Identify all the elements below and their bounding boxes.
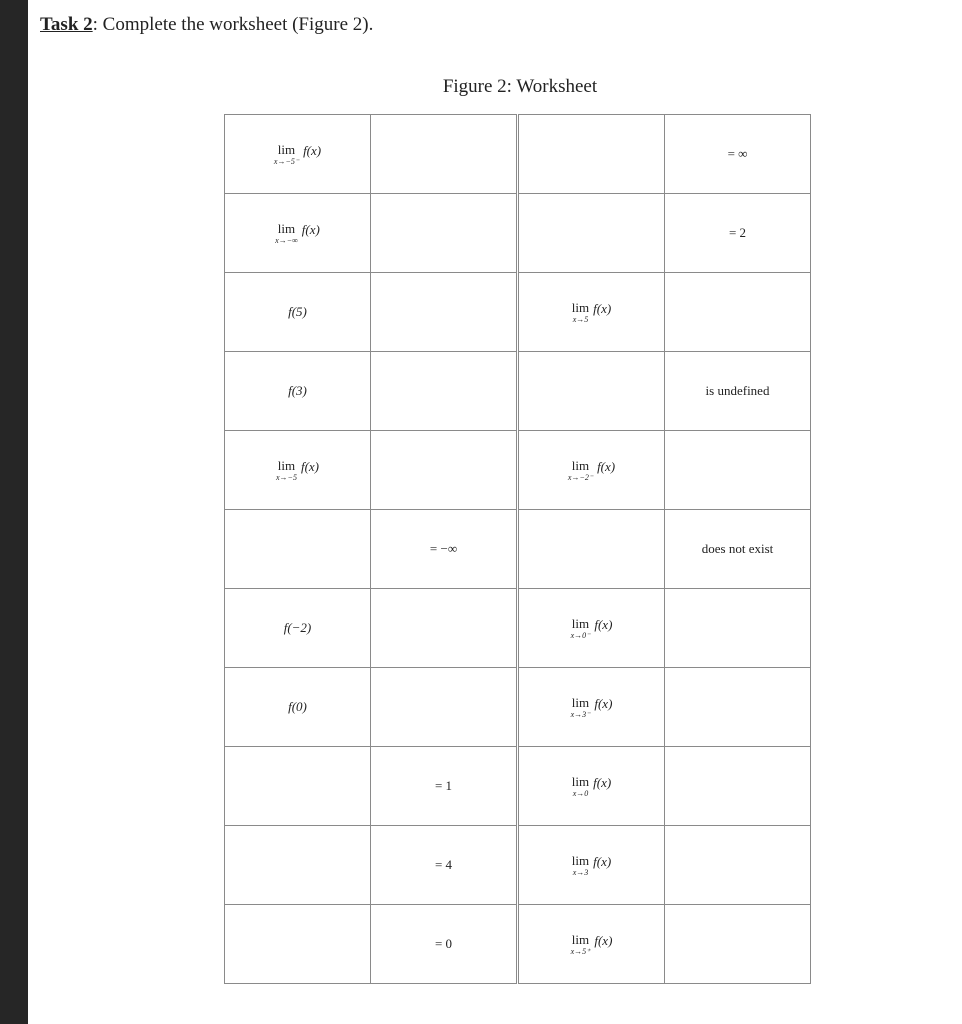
function-value: f(3) <box>288 383 307 398</box>
limit-subscript: x→−2⁻ <box>567 473 594 482</box>
table-row <box>225 431 811 510</box>
function-expression: f(x) <box>597 459 616 474</box>
cell-text: = 4 <box>434 857 453 872</box>
lim-word: lim <box>571 695 590 710</box>
limit-expression <box>572 775 611 798</box>
worksheet-cell[interactable] <box>665 431 811 510</box>
function-expression: f(x) <box>593 775 612 790</box>
worksheet-cell[interactable] <box>371 905 518 984</box>
cell-text: = 1 <box>434 778 453 793</box>
limit-expression <box>276 459 319 482</box>
table-row <box>225 115 811 194</box>
function-value: f(−2) <box>283 620 312 635</box>
limit-expression <box>572 854 611 877</box>
limit-subscript: x→0 <box>572 789 589 798</box>
limit-operator <box>275 222 298 245</box>
worksheet-cell[interactable] <box>225 668 371 747</box>
limit-subscript: x→0⁻ <box>570 631 591 640</box>
limit-expression <box>571 933 613 956</box>
worksheet-cell[interactable] <box>225 747 371 826</box>
worksheet-table <box>224 114 811 984</box>
table-row <box>225 194 811 273</box>
limit-subscript: x→−∞ <box>275 236 298 245</box>
limit-expression <box>571 696 613 719</box>
limit-operator <box>571 617 591 640</box>
worksheet-cell[interactable] <box>518 589 665 668</box>
limit-expression <box>571 617 613 640</box>
worksheet-cell[interactable] <box>518 747 665 826</box>
task-label: Task 2 <box>40 14 93 35</box>
worksheet-cell[interactable] <box>518 273 665 352</box>
worksheet-cell[interactable] <box>371 431 518 510</box>
limit-subscript: x→3 <box>572 868 589 877</box>
limit-operator <box>572 775 589 798</box>
function-expression: f(x) <box>594 696 613 711</box>
worksheet-cell[interactable] <box>371 747 518 826</box>
worksheet-cell[interactable] <box>518 194 665 273</box>
worksheet-cell[interactable] <box>225 510 371 589</box>
worksheet-cell[interactable] <box>518 431 665 510</box>
worksheet-cell[interactable] <box>371 115 518 194</box>
lim-word: lim <box>571 300 590 315</box>
limit-operator <box>568 459 593 482</box>
limit-subscript: x→5⁺ <box>570 947 591 956</box>
worksheet-cell[interactable] <box>371 826 518 905</box>
limit-expression <box>274 143 321 166</box>
worksheet-cell[interactable] <box>225 905 371 984</box>
worksheet-cell[interactable] <box>665 826 811 905</box>
worksheet-cell[interactable] <box>225 352 371 431</box>
function-value: f(0) <box>288 699 307 714</box>
function-expression: f(x) <box>301 222 320 237</box>
worksheet-cell[interactable] <box>371 510 518 589</box>
limit-operator <box>276 459 297 482</box>
function-expression: f(x) <box>594 933 613 948</box>
function-expression: f(x) <box>300 459 319 474</box>
worksheet-cell[interactable] <box>518 905 665 984</box>
worksheet-cell[interactable] <box>518 510 665 589</box>
limit-expression <box>572 301 611 324</box>
worksheet-cell[interactable] <box>665 668 811 747</box>
function-expression: f(x) <box>594 617 613 632</box>
limit-expression <box>275 222 320 245</box>
worksheet-cell[interactable] <box>225 431 371 510</box>
worksheet-cell[interactable] <box>371 589 518 668</box>
worksheet-cell[interactable] <box>371 273 518 352</box>
lim-word: lim <box>277 221 296 236</box>
worksheet-cell[interactable] <box>518 115 665 194</box>
table-row <box>225 826 811 905</box>
function-expression: f(x) <box>593 854 612 869</box>
worksheet-cell[interactable] <box>665 747 811 826</box>
worksheet-cell[interactable] <box>225 273 371 352</box>
worksheet-cell[interactable] <box>371 352 518 431</box>
limit-subscript: x→−5 <box>276 473 297 482</box>
table-row <box>225 510 811 589</box>
limit-subscript: x→3⁻ <box>570 710 591 719</box>
cell-text: = −∞ <box>429 541 458 556</box>
worksheet-cell[interactable] <box>665 273 811 352</box>
lim-word: lim <box>277 458 296 473</box>
worksheet-cell[interactable] <box>225 589 371 668</box>
worksheet-cell[interactable] <box>518 826 665 905</box>
worksheet-cell[interactable] <box>518 668 665 747</box>
figure-caption: Figure 2: Worksheet <box>442 76 598 97</box>
table-row <box>225 273 811 352</box>
lim-word: lim <box>571 932 590 947</box>
worksheet-cell[interactable] <box>518 352 665 431</box>
limit-subscript: x→−5⁻ <box>273 157 300 166</box>
lim-word: lim <box>571 774 590 789</box>
cell-text: = 0 <box>434 936 453 951</box>
task-heading <box>40 14 373 36</box>
lim-word: lim <box>571 853 590 868</box>
limit-operator <box>274 143 299 166</box>
worksheet-cell[interactable] <box>225 115 371 194</box>
limit-operator <box>571 933 591 956</box>
task-text: : Complete the worksheet (Figure 2). <box>92 14 374 35</box>
cell-text: = ∞ <box>727 146 748 161</box>
lim-word: lim <box>277 142 296 157</box>
lim-word: lim <box>571 458 590 473</box>
limit-operator <box>572 854 589 877</box>
function-expression: f(x) <box>593 301 612 316</box>
worksheet-cell[interactable] <box>225 826 371 905</box>
cell-text: = 2 <box>728 225 747 240</box>
limit-operator <box>572 301 589 324</box>
cell-text: is undefined <box>705 383 770 398</box>
worksheet-cell[interactable] <box>665 194 811 273</box>
worksheet-cell[interactable] <box>665 510 811 589</box>
worksheet-cell[interactable] <box>665 115 811 194</box>
table-row <box>225 668 811 747</box>
lim-word: lim <box>571 616 590 631</box>
left-sidebar <box>0 0 28 1024</box>
cell-text: does not exist <box>701 541 774 556</box>
function-expression: f(x) <box>303 143 322 158</box>
table-row <box>225 589 811 668</box>
table-row <box>225 352 811 431</box>
worksheet-cell[interactable] <box>371 668 518 747</box>
worksheet-cell[interactable] <box>225 194 371 273</box>
limit-operator <box>571 696 591 719</box>
table-row <box>225 747 811 826</box>
limit-expression <box>568 459 615 482</box>
function-value: f(5) <box>288 304 307 319</box>
table-row <box>225 905 811 984</box>
limit-subscript: x→5 <box>572 315 589 324</box>
worksheet-cell[interactable] <box>665 905 811 984</box>
worksheet-cell[interactable] <box>665 352 811 431</box>
worksheet-cell[interactable] <box>665 589 811 668</box>
worksheet-cell[interactable] <box>371 194 518 273</box>
